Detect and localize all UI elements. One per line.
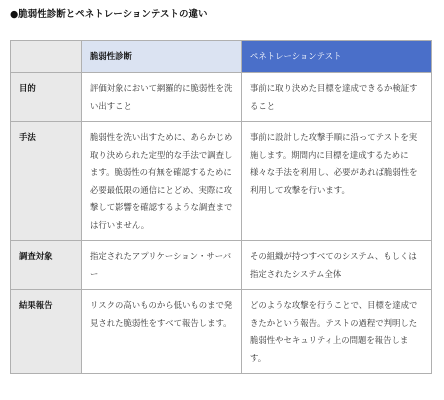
table-row-target bbox=[11, 241, 432, 290]
column-header-penetration-test: ペネトレーションテスト bbox=[242, 41, 432, 73]
method-penetration-test: 事前に設計した攻撃手順に沿ってテストを実施します。期間内に目標を達成するために様々な手法を利用し、必要があれば脆弱性を利用して攻撃を行います。 bbox=[242, 122, 432, 241]
row-label-purpose: 目的 bbox=[11, 73, 82, 122]
row-label-target: 調査対象 bbox=[11, 241, 82, 290]
comparison-table bbox=[10, 40, 432, 374]
table-corner-cell bbox=[11, 41, 82, 73]
purpose-vulnerability-assessment: 評価対象において網羅的に脆弱性を洗い出すこと bbox=[82, 73, 242, 122]
row-label-method: 手法 bbox=[11, 122, 82, 241]
page-title: ●脆弱性診断とペネトレーションテストの違い bbox=[10, 9, 208, 20]
report-vulnerability-assessment: リスクの高いものから低いものまで発見された脆弱性をすべて報告します。 bbox=[82, 290, 242, 374]
method-vulnerability-assessment: 脆弱性を洗い出すために、あらかじめ取り決められた定型的な手法で調査します。脆弱性の有無を確認するために必要最低限の通信にとどめ、実際に攻撃して影響を確認するような調査までは行いません。 bbox=[82, 122, 242, 241]
row-label-report: 結果報告 bbox=[11, 290, 82, 374]
column-header-vulnerability-assessment: 脆弱性診断 bbox=[82, 41, 242, 73]
table-row-method bbox=[11, 122, 432, 241]
purpose-penetration-test: 事前に取り決めた目標を達成できるか検証すること bbox=[242, 73, 432, 122]
target-vulnerability-assessment: 指定されたアプリケーション・サーバー bbox=[82, 241, 242, 290]
table-header-row bbox=[11, 41, 432, 73]
table-row-purpose bbox=[11, 73, 432, 122]
table-row-report bbox=[11, 290, 432, 374]
target-penetration-test: その組織が持つすべてのシステム、もしくは指定されたシステム全体 bbox=[242, 241, 432, 290]
report-penetration-test: どのような攻撃を行うことで、目標を達成できたかという報告。テストの過程で判明した脆弱性やセキュリティ上の問題を報告します。 bbox=[242, 290, 432, 374]
